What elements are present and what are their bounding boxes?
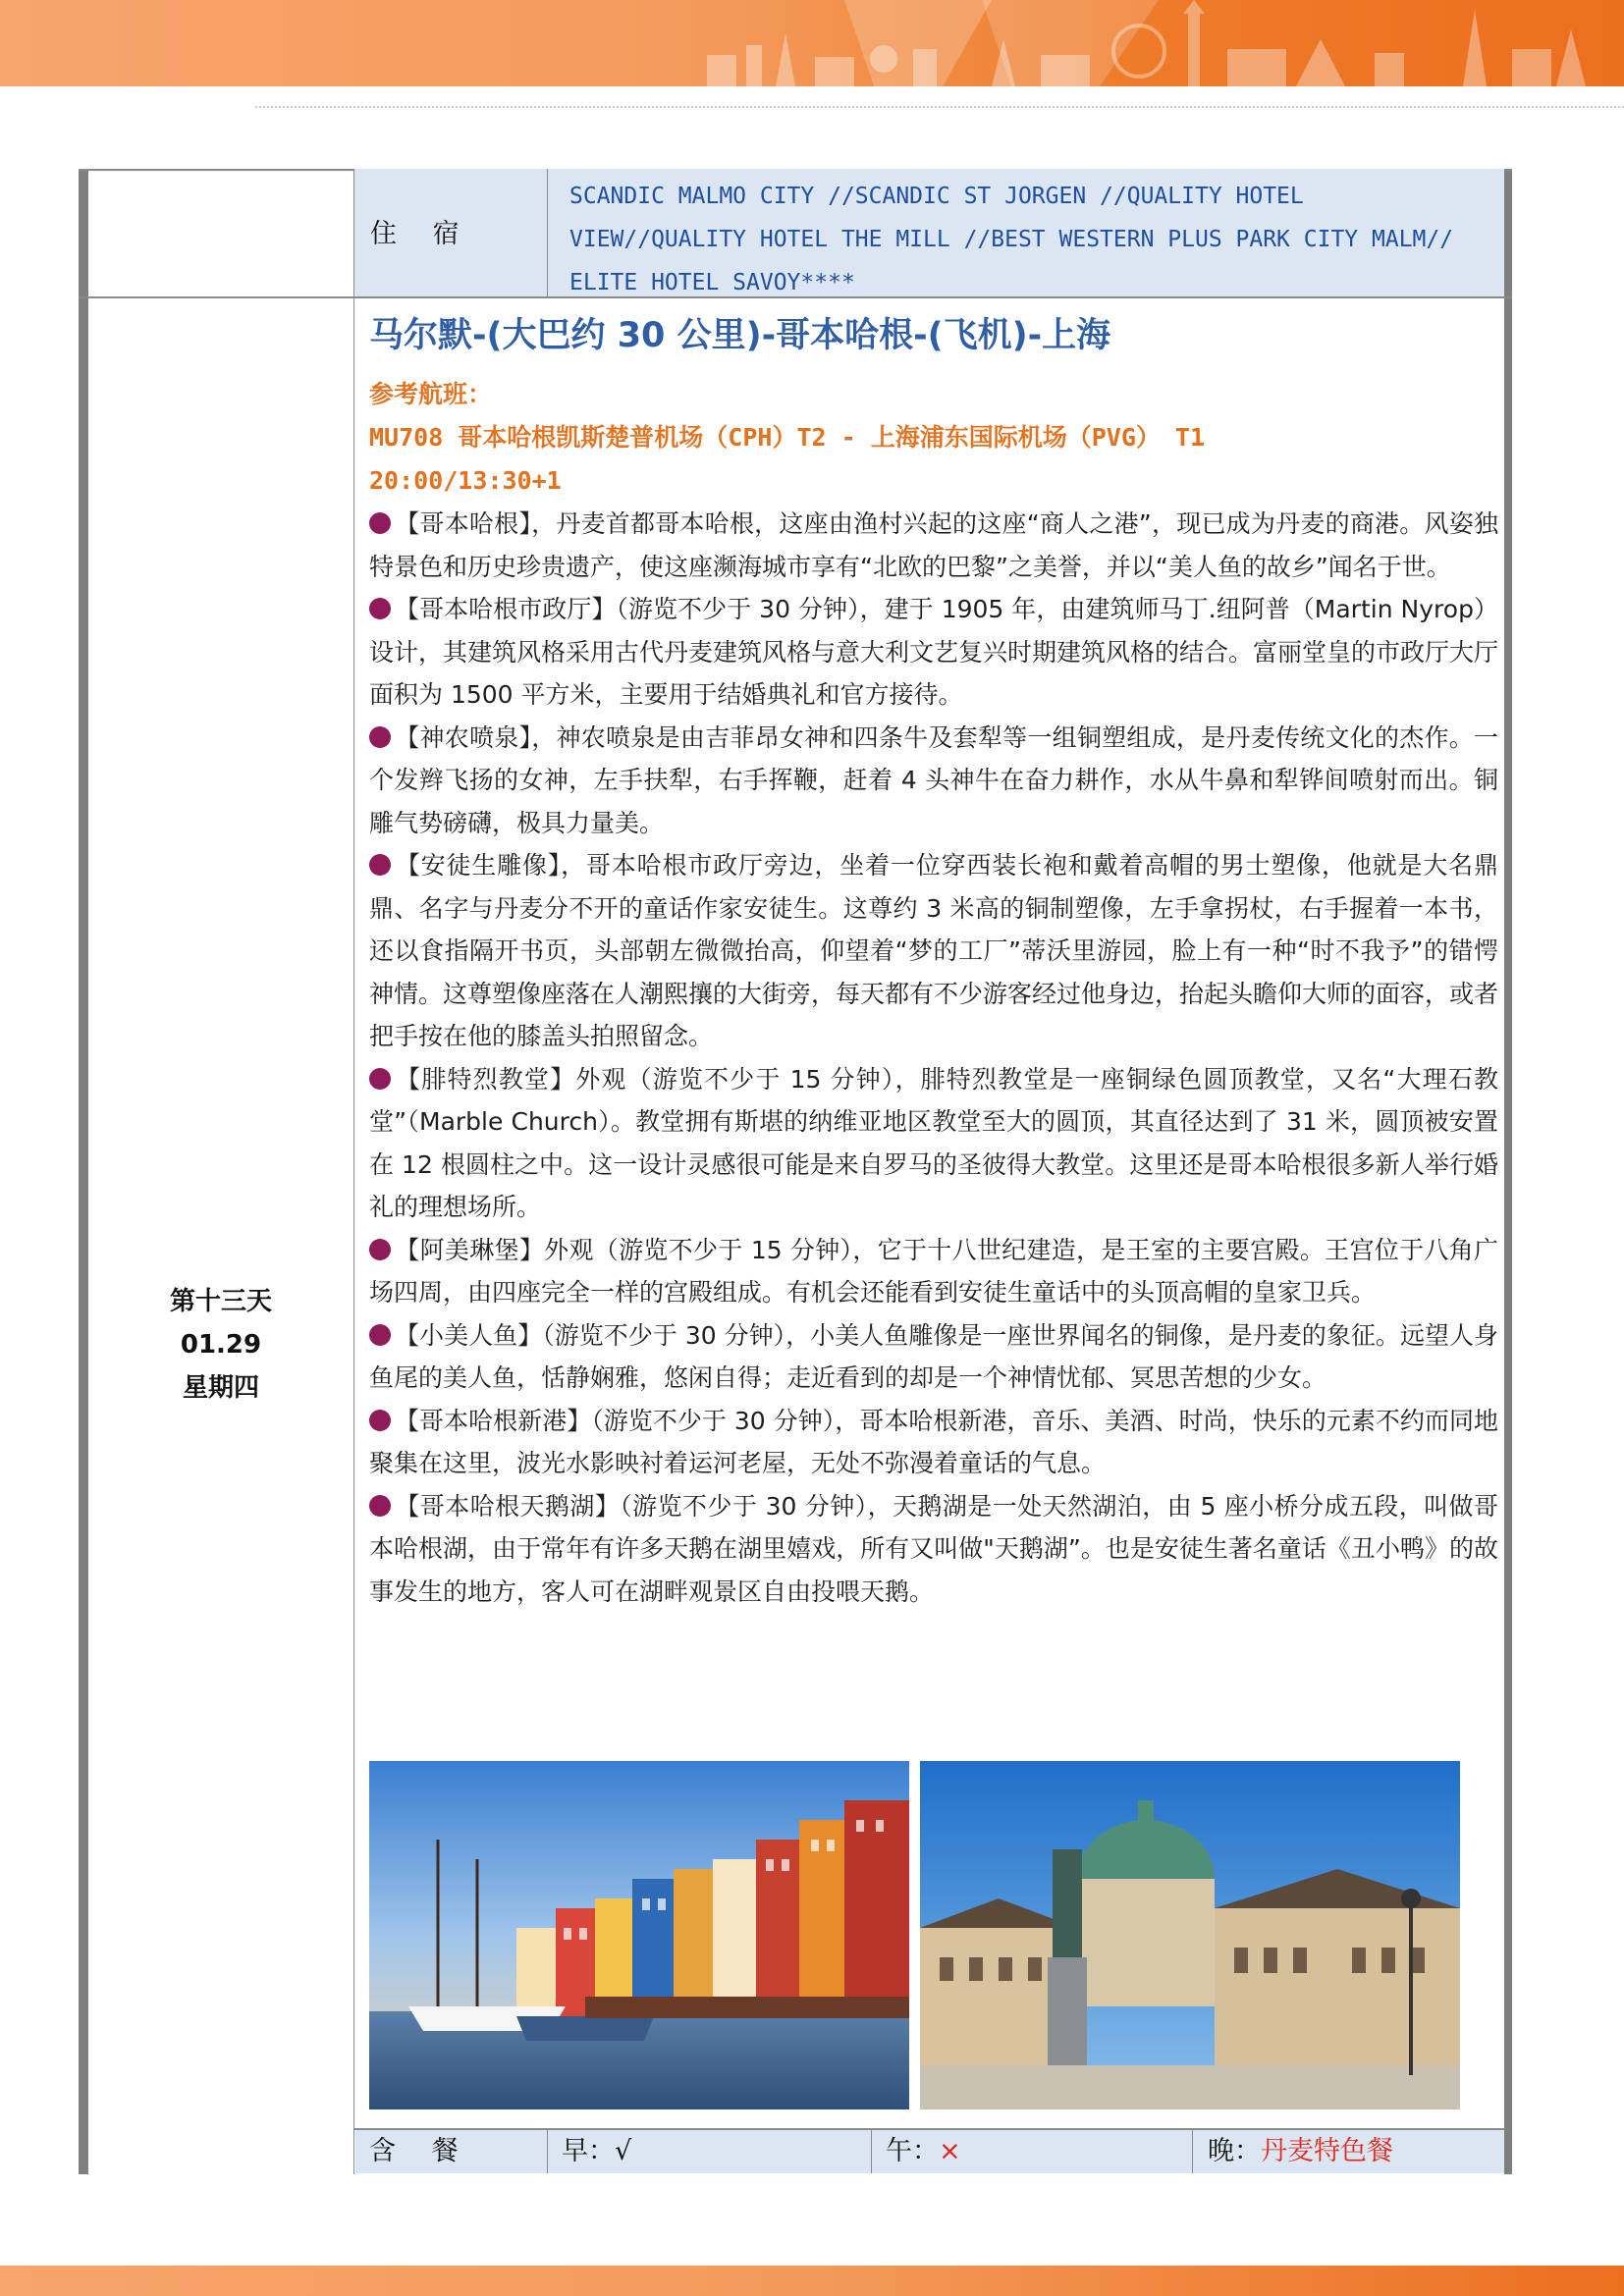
- table-right-border: [1504, 169, 1512, 2174]
- attraction-description: ，丹麦首都哥本哈根，这座由渔村兴起的这座“商人之港”，现已成为丹麦的商港。风姿独特景色和历史珍贵遗产，使这座濒海城市享有“北欧的巴黎”之美誉，并以“美人鱼的故乡”闻名于世。: [369, 509, 1498, 581]
- day-weekday: 星期四: [182, 1373, 259, 1403]
- day-info: [88, 1280, 353, 1410]
- flight-time: 20:00/13:30+1: [369, 466, 562, 495]
- bullet-icon: [369, 1410, 391, 1431]
- header-divider: [255, 106, 1624, 108]
- attraction-paragraph: [369, 844, 1498, 1058]
- bullet-icon: [369, 854, 391, 876]
- day-date: 01.29: [180, 1330, 262, 1360]
- bullet-icon: [369, 1068, 391, 1090]
- attraction-name: 【神农喷泉】: [395, 722, 532, 752]
- attraction-description: （游览不少于 30 分钟），建于 1905 年，由建筑师马丁.纽阿普（Martin Nyrop）设计，其建筑风格采用古代丹麦建筑风格与意大利文艺复兴时期建筑风格的结合。富丽堂皇的市政厅大厅面积为 1500 平方米，主要用于结婚典礼和官方接待。: [369, 595, 1499, 709]
- flight-line: MU708 哥本哈根凯斯楚普机场（CPH）T2 - 上海浦东国际机场（PVG） T1: [369, 423, 1206, 452]
- route-title: 马尔默-(大巴约 30 公里)-哥本哈根-(飞机)-上海: [369, 316, 1111, 355]
- hotel-list: SCANDIC MALMO CITY //SCANDIC ST JORGEN //QUALITY HOTEL VIEW//QUALITY HOTEL THE MILL //BEST WESTERN PLUS PARK CITY MALM// ELITE HOTEL SAVOY****: [569, 184, 1454, 295]
- attraction-description: ，哥本哈根市政厅旁边，坐着一位穿西装长袍和戴着高帽的男士塑像，他就是大名鼎鼎、名字与丹麦分不开的童话作家安徒生。这尊约 3 米高的铜制塑像，左手拿拐杖，右手握着一本书，还以食指隔开书页，头部朝左微微抬高，仰望着“梦的工厂”蒂沃里游园，脸上有一种“时不我予”的错愕神情。这尊塑像座落在人潮熙攘的大街旁，每天都有不少游客经过他身边，抬起头瞻仰大师的面容，或者把手按在他的膝盖头拍照留念。: [369, 851, 1499, 1050]
- breakfast-label: 早：: [562, 2136, 615, 2166]
- attraction-paragraph: [369, 1485, 1498, 1614]
- dinner: [1208, 2130, 1393, 2173]
- meal-divider: [871, 2130, 872, 2173]
- attraction-paragraph: [369, 588, 1498, 717]
- breakfast: [562, 2130, 631, 2173]
- meal-divider: [547, 2130, 548, 2173]
- amalienborg-photo: [920, 1761, 1460, 2109]
- attraction-description: ，神农喷泉是由吉菲昂女神和四条牛及套犁等一组铜塑组成，是丹麦传统文化的杰作。一个发辫飞扬的女神，左手扶犁，右手挥鞭，赶着 4 头神牛在奋力耕作，水从牛鼻和犁铧间喷射而出。铜雕气势磅礴，极具力量美。: [369, 722, 1498, 837]
- attraction-paragraph: [369, 1400, 1498, 1485]
- flight-label: 参考航班：: [369, 380, 493, 408]
- attraction-name: 【安徒生雕像】: [395, 851, 562, 880]
- attraction-description: 外观（游览不少于 15 分钟），腓特烈教堂是一座铜绿色圆顶教堂，又名“大理石教堂”（Marble Church）。教堂拥有斯堪的纳维亚地区教堂至大的圆顶，其直径达到了 31 米，圆顶被安置在 12 根圆柱之中。这一设计灵感很可能是来自罗马的圣彼得大教堂。这里还是哥本哈根很多新人举行婚礼的理想场所。: [369, 1064, 1498, 1221]
- nyhavn-photo: [369, 1761, 909, 2109]
- breakfast-value: √: [615, 2136, 632, 2166]
- attraction-description: （游览不少于 30 分钟），哥本哈根新港，音乐、美酒、时尚，快乐的元素不约而同地聚集在这里，波光水影映衬着运河老屋，无处不弥漫着童话的气息。: [369, 1406, 1498, 1477]
- meal-divider: [1192, 2130, 1193, 2173]
- attraction-name: 【小美人鱼】: [395, 1320, 543, 1350]
- day-cell: [88, 298, 353, 2173]
- meal-row: [355, 2130, 1504, 2173]
- lunch: [886, 2130, 961, 2173]
- attraction-paragraph: [369, 717, 1498, 845]
- attraction-paragraph: [369, 1229, 1498, 1314]
- day-number: 第十三天: [169, 1287, 272, 1316]
- attraction-name: 【哥本哈根】: [395, 509, 532, 538]
- bullet-icon: [369, 1324, 391, 1346]
- attraction-description: （游览不少于 30 分钟），天鹅湖是一处天然湖泊，由 5 座小桥分成五段，叫做哥本哈根湖，由于常年有许多天鹅在湖里嬉戏，所有又叫做"天鹅湖”。也是安徒生著名童话《丑小鸭》的故事发生的地方，客人可在湖畔观景区自由投喂天鹅。: [369, 1491, 1498, 1606]
- lunch-label: 午：: [886, 2136, 939, 2166]
- hotel-value-cell: [548, 169, 1504, 296]
- attraction-description: （游览不少于 30 分钟），小美人鱼雕像是一座世界闻名的铜像，是丹麦的象征。远望人身鱼尾的美人鱼，恬静娴雅，悠闲自得；走近看到的却是一个神情忧郁、冥思苦想的少女。: [369, 1320, 1498, 1392]
- hotel-label-cell: [354, 169, 547, 296]
- bullet-icon: [369, 1495, 391, 1517]
- city-skyline-decoration: [0, 0, 1624, 86]
- day-content: [369, 308, 1498, 1613]
- attraction-name: 【阿美琳堡】: [395, 1235, 545, 1264]
- dinner-label: 晚：: [1208, 2136, 1261, 2166]
- itinerary-table: [79, 169, 1512, 2174]
- header-banner: [0, 0, 1624, 86]
- column-divider: [353, 169, 354, 2174]
- attraction-paragraph: [369, 503, 1498, 588]
- bullet-icon: [369, 726, 391, 748]
- attraction-list: [369, 503, 1498, 1613]
- hotel-label: 住 宿: [370, 219, 473, 249]
- attraction-description: 外观（游览不少于 15 分钟），它于十八世纪建造，是王室的主要宫殿。王宫位于八角广场四周，由四座完全一样的宫殿组成。有机会还能看到安徒生童话中的头顶高帽的皇家卫兵。: [369, 1235, 1498, 1307]
- attraction-name: 【哥本哈根新港】: [395, 1406, 592, 1435]
- footer-banner: [0, 2266, 1624, 2296]
- dinner-value: 丹麦特色餐: [1261, 2136, 1393, 2166]
- lunch-value: ×: [939, 2136, 961, 2166]
- attraction-name: 【哥本哈根天鹅湖】: [395, 1491, 621, 1521]
- attraction-name: 【哥本哈根市政厅】: [395, 595, 617, 623]
- bullet-icon: [369, 598, 391, 619]
- attraction-paragraph: [369, 1058, 1498, 1229]
- attraction-paragraph: [369, 1314, 1498, 1400]
- attraction-name: 【腓特烈教堂】: [395, 1064, 576, 1094]
- bullet-icon: [369, 1239, 391, 1260]
- bullet-icon: [369, 512, 391, 534]
- table-left-border: [79, 169, 88, 2174]
- meal-label: 含 餐: [369, 2136, 472, 2166]
